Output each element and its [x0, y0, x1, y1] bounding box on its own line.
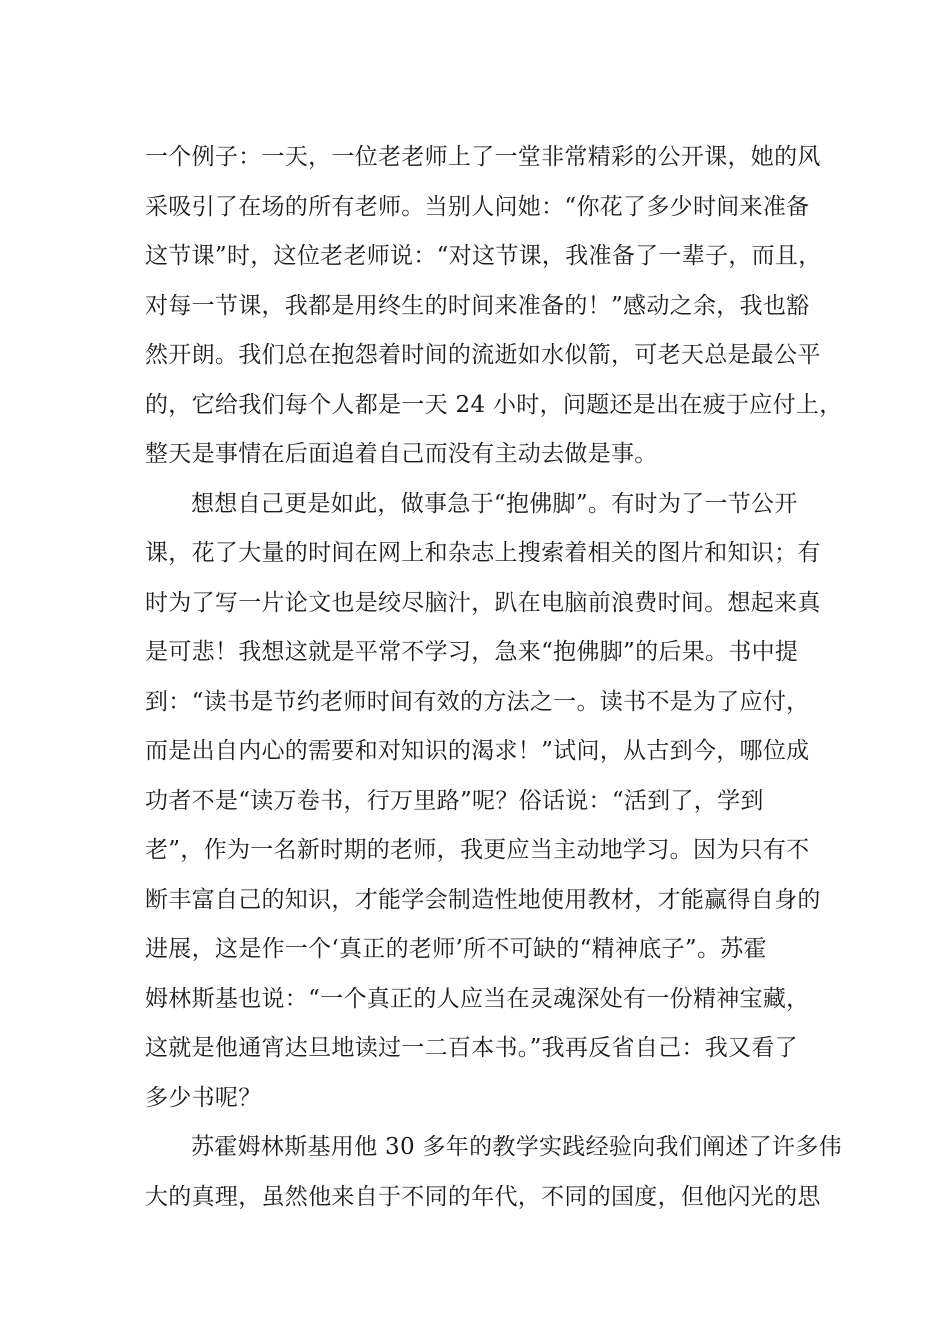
- text-line: 整天是事情在后面追着自己而没有主动去做是事。: [145, 441, 658, 467]
- text-line: 而是出自内心的需要和对知识的渴求！”试问，从古到今，哪位成: [145, 738, 810, 764]
- text-line: 是可悲！我想这就是平常不学习，急来“抱佛脚”的后果。书中提: [145, 639, 799, 665]
- text-line: 功者不是“读万卷书，行万里路”呢？俗话说：“活到了，学到: [145, 787, 764, 814]
- text-line: 到：“读书是节约老师时间有效的方法之一。读书不是为了应付，: [145, 688, 810, 715]
- text-line: 课，花了大量的时间在网上和杂志上搜索着相关的图片和知识；有: [145, 540, 821, 566]
- text-line: 多少书呢？: [145, 1084, 262, 1111]
- text-line: 时为了写一片论文也是绞尽脑汁，趴在电脑前浪费时间。想起来真: [145, 589, 821, 616]
- text-line: 对每一节课，我都是用终生的时间来准备的！”感动之余，我也豁: [145, 292, 810, 319]
- text-line: 采吸引了在场的所有老师。当别人问她：“你花了多少时间来准备: [145, 193, 810, 220]
- text-line: 然开朗。我们总在抱怨着时间的流逝如水似箭，可老天总是最公平: [145, 342, 821, 368]
- text-line: 进展，这是作一个‘真正的老师’所不可缺的“精神底子”。苏霍: [145, 936, 767, 962]
- text-line: 老”，作为一名新时期的老师，我更应当主动地学习。因为只有不: [145, 837, 810, 863]
- text-line: 大的真理，虽然他来自于不同的年代，不同的国度，但他闪光的思: [145, 1183, 821, 1210]
- paragraph-start-line: 想想自己更是如此，做事急于“抱佛脚”。有时为了一节公开: [191, 490, 798, 517]
- text-line: 一个例子：一天，一位老老师上了一堂非常精彩的公开课，她的风: [145, 144, 821, 170]
- text-line: 这就是他通宵达旦地读过一二百本书。”我再反省自己：我又看了: [145, 1035, 798, 1061]
- paragraph-start-line: 苏霍姆林斯基用他 30 多年的教学实践经验向我们阐述了许多伟: [191, 1134, 842, 1160]
- text-line: 的，它给我们每个人都是一天 24 小时，问题还是出在疲于应付上，: [145, 391, 843, 418]
- text-line: 这节课”时，这位老老师说：“对这节课，我准备了一辈子，而且，: [145, 243, 822, 269]
- body-text: [145, 133, 843, 1222]
- text-line: 断丰富自己的知识，才能学会制造性地使用教材，才能赢得自身的: [145, 886, 821, 913]
- text-line: 姆林斯基也说：“一个真正的人应当在灵魂深处有一份精神宝藏，: [145, 985, 810, 1012]
